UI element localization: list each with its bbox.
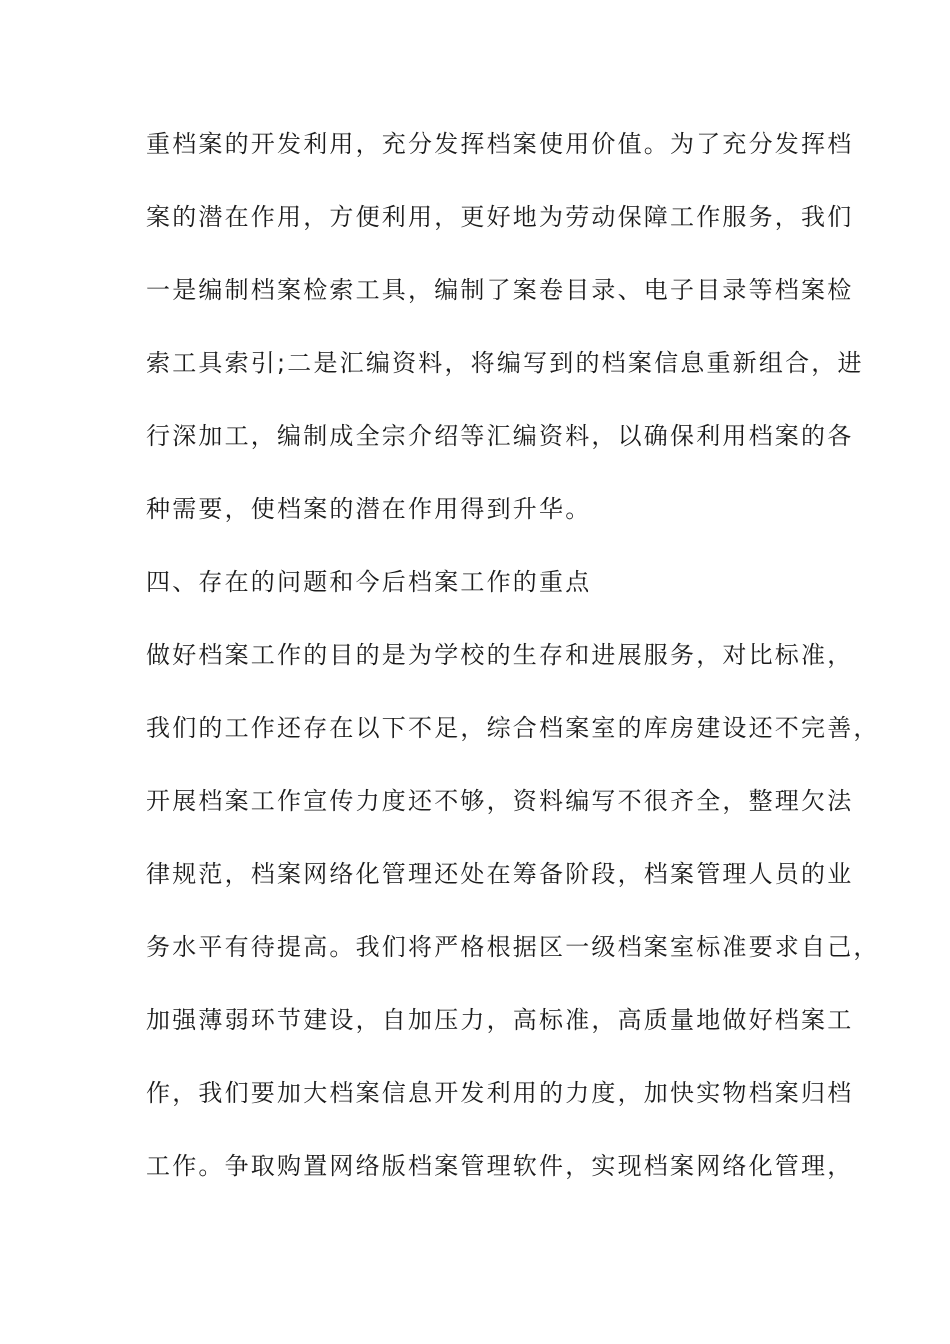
text-line: 一是编制档案检索工具，编制了案卷目录、电子目录等档案检 [146, 276, 854, 304]
text-line: 务水平有待提高。我们将严格根据区一级档案室标准要求自己， [146, 933, 880, 961]
text-line: 重档案的开发利用，充分发挥档案使用价值。为了充分发挥档 [146, 130, 854, 158]
text-line: 我们的工作还存在以下不足，综合档案室的库房建设还不完善， [146, 714, 880, 742]
text-line: 做好档案工作的目的是为学校的生存和进展服务，对比标准， [146, 641, 854, 669]
text-line: 索工具索引;二是汇编资料，将编写到的档案信息重新组合，进 [146, 349, 864, 377]
text-line: 律规范，档案网络化管理还处在筹备阶段，档案管理人员的业 [146, 860, 854, 888]
document-body [146, 130, 880, 1227]
section-heading: 四、存在的问题和今后档案工作的重点 [146, 568, 592, 596]
text-line: 行深加工，编制成全宗介绍等汇编资料，以确保利用档案的各 [146, 422, 854, 450]
text-line: 作，我们要加大档案信息开发利用的力度，加快实物档案归档 [146, 1079, 854, 1107]
text-line: 开展档案工作宣传力度还不够，资料编写不很齐全，整理欠法 [146, 787, 854, 815]
text-line: 工作。争取购置网络版档案管理软件，实现档案网络化管理， [146, 1152, 854, 1180]
text-line: 加强薄弱环节建设，自加压力，高标准，高质量地做好档案工 [146, 1006, 854, 1034]
text-line: 种需要，使档案的潜在作用得到升华。 [146, 495, 592, 523]
text-line: 案的潜在作用，方便利用，更好地为劳动保障工作服务，我们 [146, 203, 854, 231]
